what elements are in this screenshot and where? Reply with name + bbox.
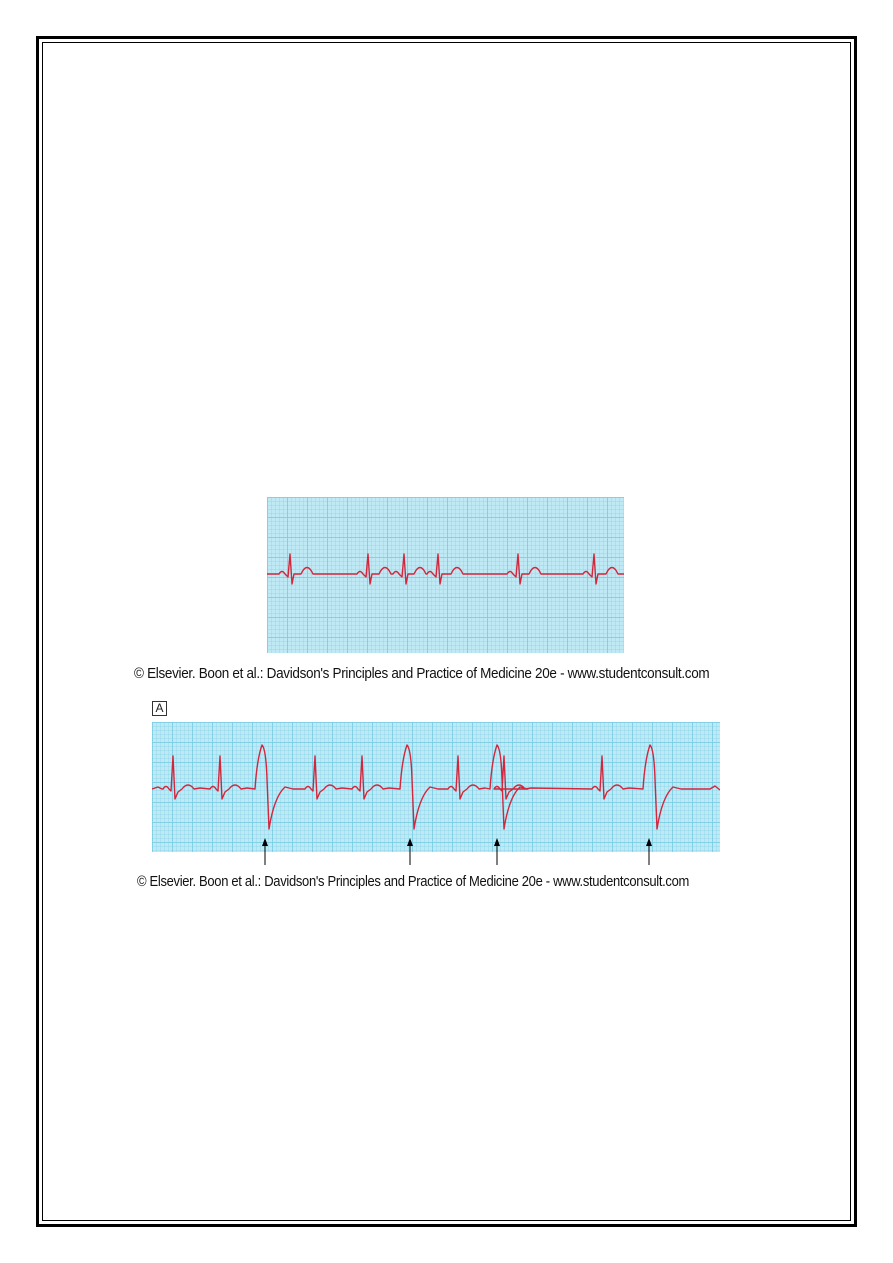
panel-label-a: A <box>152 701 167 716</box>
ecg-strip-2 <box>152 722 720 870</box>
figure-2-caption: © Elsevier. Boon et al.: Davidson's Principles and Practice of Medicine 20e - www.studentconsult.com <box>137 874 690 890</box>
ecg-grid <box>152 722 720 852</box>
ecg-grid <box>267 497 624 653</box>
ecg-strip-1 <box>267 497 624 653</box>
figure-1-caption: © Elsevier. Boon et al.: Davidson's Principles and Practice of Medicine 20e - www.studentconsult.com <box>134 665 710 682</box>
